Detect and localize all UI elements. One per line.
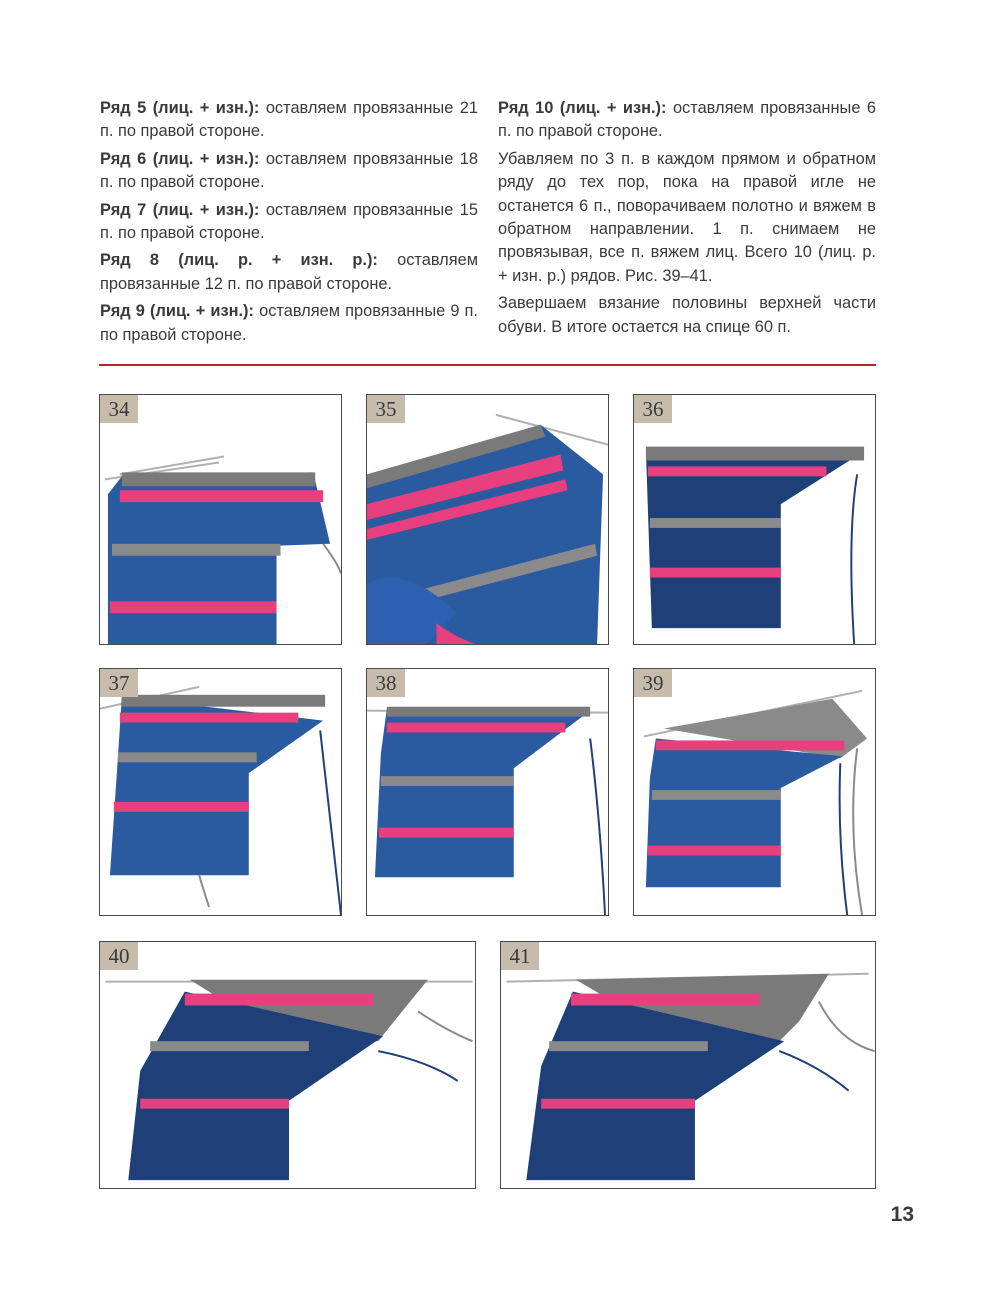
finish-paragraph: Завершаем вязание половины верхней части обуви. В итоге остается на спице 60 п. xyxy=(498,294,876,336)
figure-number: 36 xyxy=(634,395,672,423)
text-column-right xyxy=(498,97,876,343)
figure-38 xyxy=(366,668,609,916)
row-8-paragraph: Ряд 8 (лиц. р. + изн. р.): оставляем провязанные 12 п. по правой стороне. xyxy=(100,251,478,293)
figure-41 xyxy=(500,941,876,1189)
figure-39 xyxy=(633,668,876,916)
section-divider xyxy=(99,364,876,366)
figure-number: 34 xyxy=(100,395,138,423)
figure-37 xyxy=(99,668,342,916)
row-5-paragraph: Ряд 5 (лиц. + изн.): оставляем провязанные 21 п. по правой стороне. xyxy=(100,99,478,141)
row-10-paragraph: Ряд 10 (лиц. + изн.): оставляем провязанные 6 п. по правой стороне. xyxy=(498,99,877,141)
text-column-left xyxy=(100,97,478,351)
figure-36-photo xyxy=(634,395,875,644)
figure-34-photo xyxy=(100,395,341,644)
figure-number: 38 xyxy=(367,669,405,697)
figure-35-photo xyxy=(367,395,608,644)
row-9-paragraph: Ряд 9 (лиц. + изн.): оставляем провязанные 9 п. по правой стороне. xyxy=(100,302,478,344)
figure-39-photo xyxy=(634,669,875,915)
decrease-paragraph: Убавляем по 3 п. в каждом прямом и обратном ряду до тех пор, пока на правой игле не останется 6 п., поворачиваем полотно и вяжем в обратном направлении. 1 п. снимаем не провязывая, все п. вяжем лиц. Всего 10 (лиц. р. + изн. р.) рядов. Рис. 39–41. xyxy=(498,149,876,285)
figure-number: 41 xyxy=(501,942,539,970)
figure-41-photo xyxy=(501,942,875,1188)
figure-34 xyxy=(99,394,342,645)
figure-37-photo xyxy=(100,669,341,915)
page-number: 13 xyxy=(890,1203,914,1226)
row-7-paragraph: Ряд 7 (лиц. + изн.): оставляем провязанные 15 п. по правой стороне. xyxy=(100,200,478,243)
figure-36 xyxy=(633,394,876,645)
figure-number: 37 xyxy=(100,669,138,697)
figure-40 xyxy=(99,941,476,1189)
figure-number: 40 xyxy=(100,942,138,970)
figure-40-photo xyxy=(100,942,475,1188)
figure-number: 35 xyxy=(367,395,405,423)
figure-35 xyxy=(366,394,609,645)
figure-number: 39 xyxy=(634,669,672,697)
row-6-paragraph: Ряд 6 (лиц. + изн.): оставляем провязанные 18 п. по правой стороне. xyxy=(100,149,478,192)
